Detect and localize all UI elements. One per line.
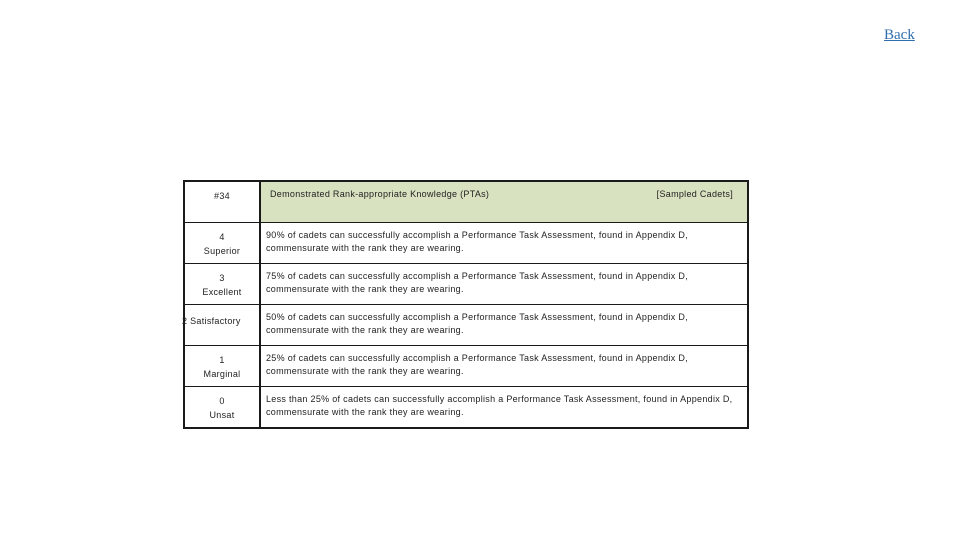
rubric-id-cell	[184, 181, 260, 223]
table-row	[184, 264, 748, 305]
description-cell	[260, 223, 748, 264]
score-cell	[184, 346, 260, 387]
description-text: 75% of cadets can successfully accomplish a Performance Task Assessment, found in Appendix D, commensurate with the rank they are wearing.	[266, 271, 688, 294]
rubric-scope: [Sampled Cadets]	[656, 189, 733, 199]
score-value: 1	[219, 355, 225, 365]
rubric-title: Demonstrated Rank-appropriate Knowledge (PTAs)	[270, 189, 490, 199]
score-value: 0	[219, 396, 225, 406]
table-row	[184, 305, 748, 346]
score-level: Unsat	[209, 410, 235, 420]
description-cell	[260, 305, 748, 346]
table-row	[184, 387, 748, 429]
score-cell	[184, 223, 260, 264]
back-link[interactable]: Back	[884, 27, 915, 43]
description-text: 50% of cadets can successfully accomplish a Performance Task Assessment, found in Appendix D, commensurate with the rank they are wearing.	[266, 312, 688, 335]
rubric-table	[183, 180, 749, 429]
table-row	[184, 346, 748, 387]
score-cell	[184, 387, 260, 429]
table-row	[184, 223, 748, 264]
description-cell	[260, 264, 748, 305]
description-cell	[260, 387, 748, 429]
score-level: Superior	[203, 246, 241, 256]
rubric-header-row	[184, 181, 748, 223]
score-cell	[184, 264, 260, 305]
description-text: 90% of cadets can successfully accomplish a Performance Task Assessment, found in Appendix D, commensurate with the rank they are wearing.	[266, 230, 688, 253]
description-text: 25% of cadets can successfully accomplish a Performance Task Assessment, found in Appendix D, commensurate with the rank they are wearing.	[266, 353, 688, 376]
score-label: 2 Satisfactory	[182, 316, 241, 326]
rubric-title-cell	[260, 181, 748, 223]
score-value: 3	[219, 273, 225, 283]
score-level: Marginal	[203, 369, 241, 379]
score-level: Excellent	[202, 287, 242, 297]
score-value: 4	[219, 232, 225, 242]
description-text: Less than 25% of cadets can successfully accomplish a Performance Task Assessment, found in Appendix D, commensurate with the rank they are wearing.	[266, 394, 733, 417]
description-cell	[260, 346, 748, 387]
rubric-id: #34	[214, 191, 230, 201]
score-cell	[184, 305, 260, 346]
